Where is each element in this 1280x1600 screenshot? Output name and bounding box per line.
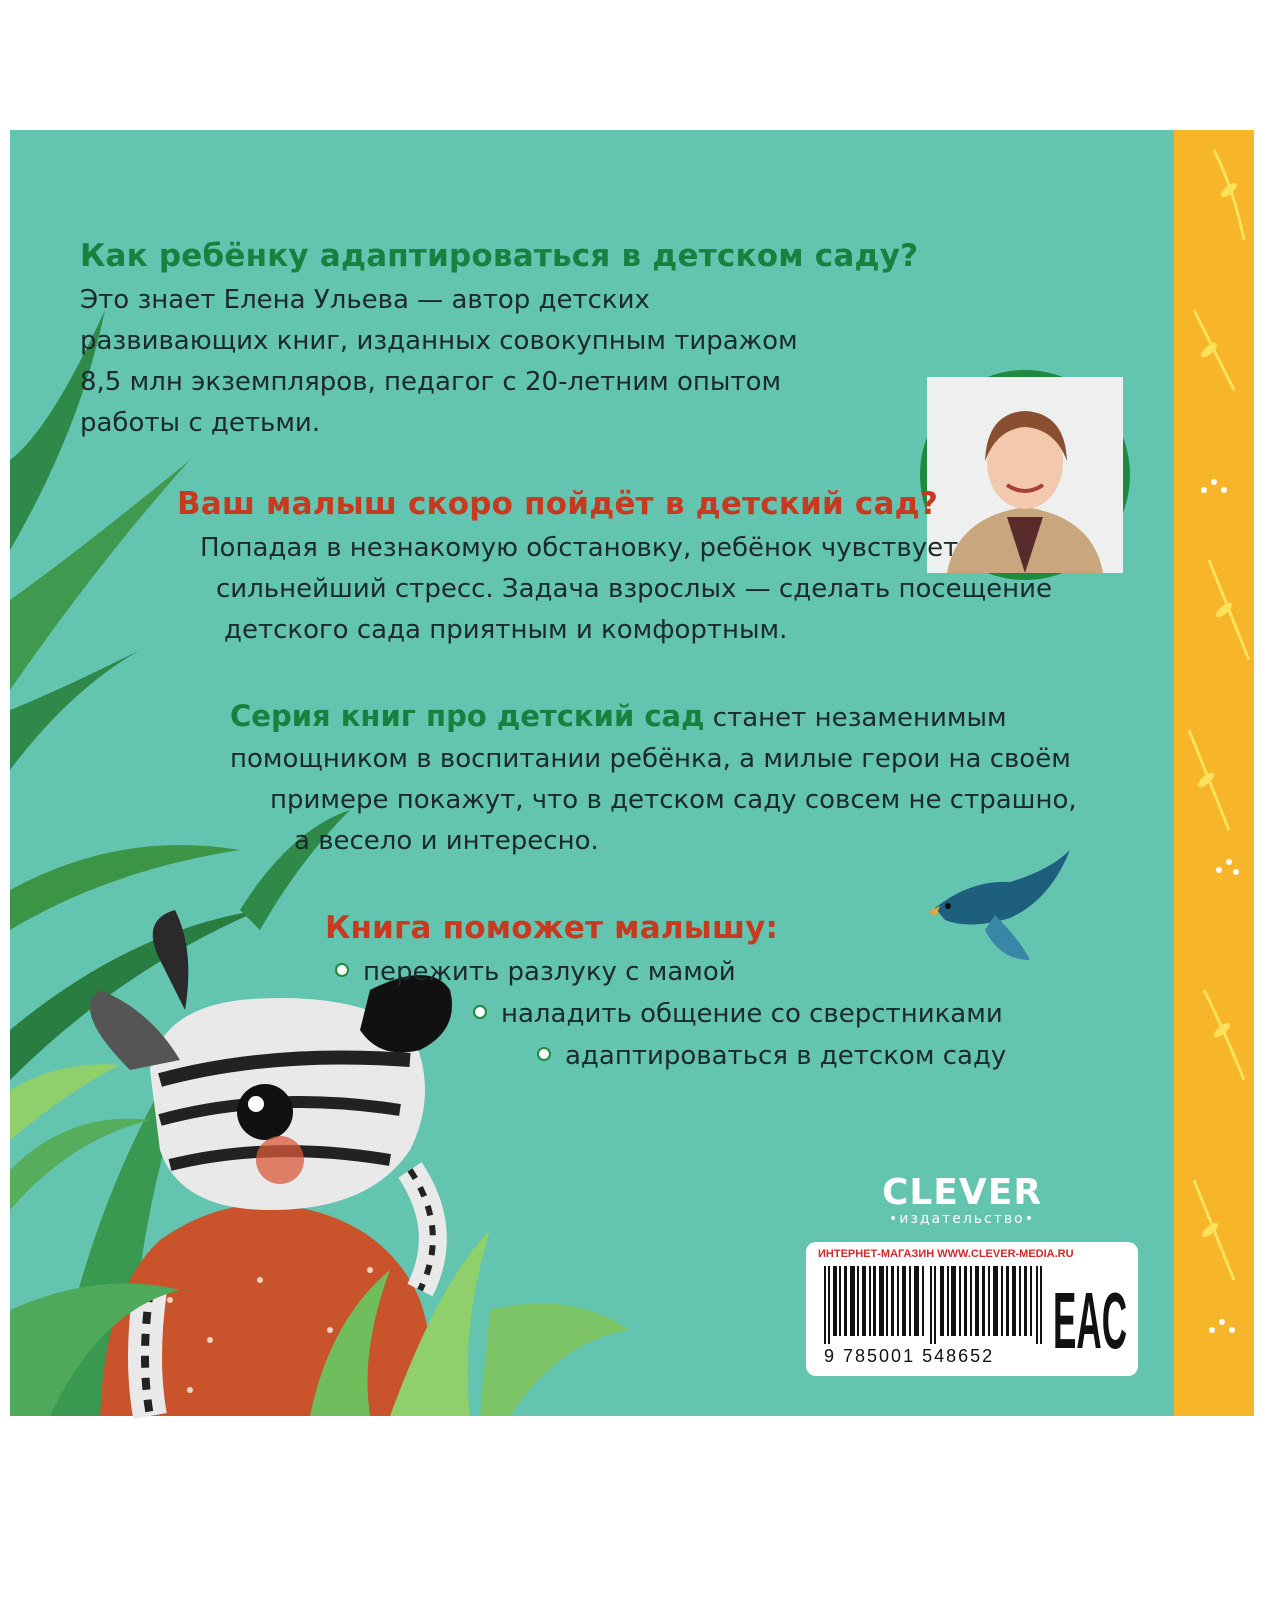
bullet-icon bbox=[473, 1005, 487, 1019]
publisher-name: CLEVER bbox=[881, 1172, 1043, 1213]
publisher-subtitle: •издательство• bbox=[889, 1211, 1035, 1227]
section1-line: развивающих книг, изданных совокупным тиражом bbox=[80, 326, 798, 356]
barcode-icon bbox=[824, 1266, 1044, 1344]
section3-line: а весело и интересно. bbox=[294, 826, 599, 856]
publisher-logo bbox=[872, 1172, 1052, 1227]
floral-pattern-icon bbox=[1174, 130, 1254, 1416]
section1-line: 8,5 млн экземпляров, педагог с 20-летним опытом bbox=[80, 367, 782, 397]
bullet-item bbox=[473, 999, 1003, 1029]
bullet-icon bbox=[537, 1047, 551, 1061]
bullet-text: адаптироваться в детском саду bbox=[565, 1041, 1007, 1071]
section2-line: сильнейший стресс. Задача взрослых — сделать посещение bbox=[216, 574, 1053, 604]
section1-text bbox=[80, 280, 798, 444]
section3-line: примере покажут, что в детском саду совсем не страшно, bbox=[270, 785, 1077, 815]
eac-mark-icon bbox=[1052, 1264, 1128, 1365]
section2-heading: Ваш малыш скоро пойдёт в детский сад? bbox=[177, 486, 939, 522]
section2-line: Попадая в незнакомую обстановку, ребёнок чувствует bbox=[200, 533, 959, 563]
svg-text:EAC: EAC bbox=[1053, 1276, 1127, 1365]
section3-line: помощником в воспитании ребёнка, а милые герои на своём bbox=[230, 744, 1071, 774]
bullet-item bbox=[537, 1041, 1006, 1071]
isbn-number: 9 785001 548652 bbox=[824, 1346, 995, 1366]
bullet-text: наладить общение со сверстниками bbox=[501, 999, 1003, 1029]
bullet-item bbox=[335, 957, 736, 987]
section1-line: работы с детьми. bbox=[80, 408, 321, 438]
section1-heading: Как ребёнку адаптироваться в детском саду? bbox=[80, 238, 919, 274]
bullet-icon bbox=[335, 963, 349, 977]
section1-line: Это знает Елена Ульева — автор детских bbox=[80, 285, 650, 315]
section2-line: детского сада приятным и комфортным. bbox=[224, 615, 788, 645]
series-title: Серия книг про детский сад bbox=[230, 699, 705, 733]
section4-heading: Книга поможет малышу: bbox=[325, 910, 779, 946]
back-cover bbox=[10, 130, 1174, 1416]
bird-illustration bbox=[928, 850, 1070, 960]
section3-first-line bbox=[230, 696, 1077, 739]
section3-text bbox=[230, 696, 1077, 862]
bullet-text: пережить разлуку с мамой bbox=[363, 957, 736, 987]
barcode-panel bbox=[806, 1242, 1138, 1376]
shop-url: ИНТЕРНЕТ-МАГАЗИН WWW.CLEVER-MEDIA.RU bbox=[818, 1248, 1074, 1260]
section2-text bbox=[200, 528, 1052, 651]
section3-line-rest: станет незаменимым bbox=[704, 703, 1007, 733]
spine-pattern bbox=[1174, 130, 1254, 1416]
